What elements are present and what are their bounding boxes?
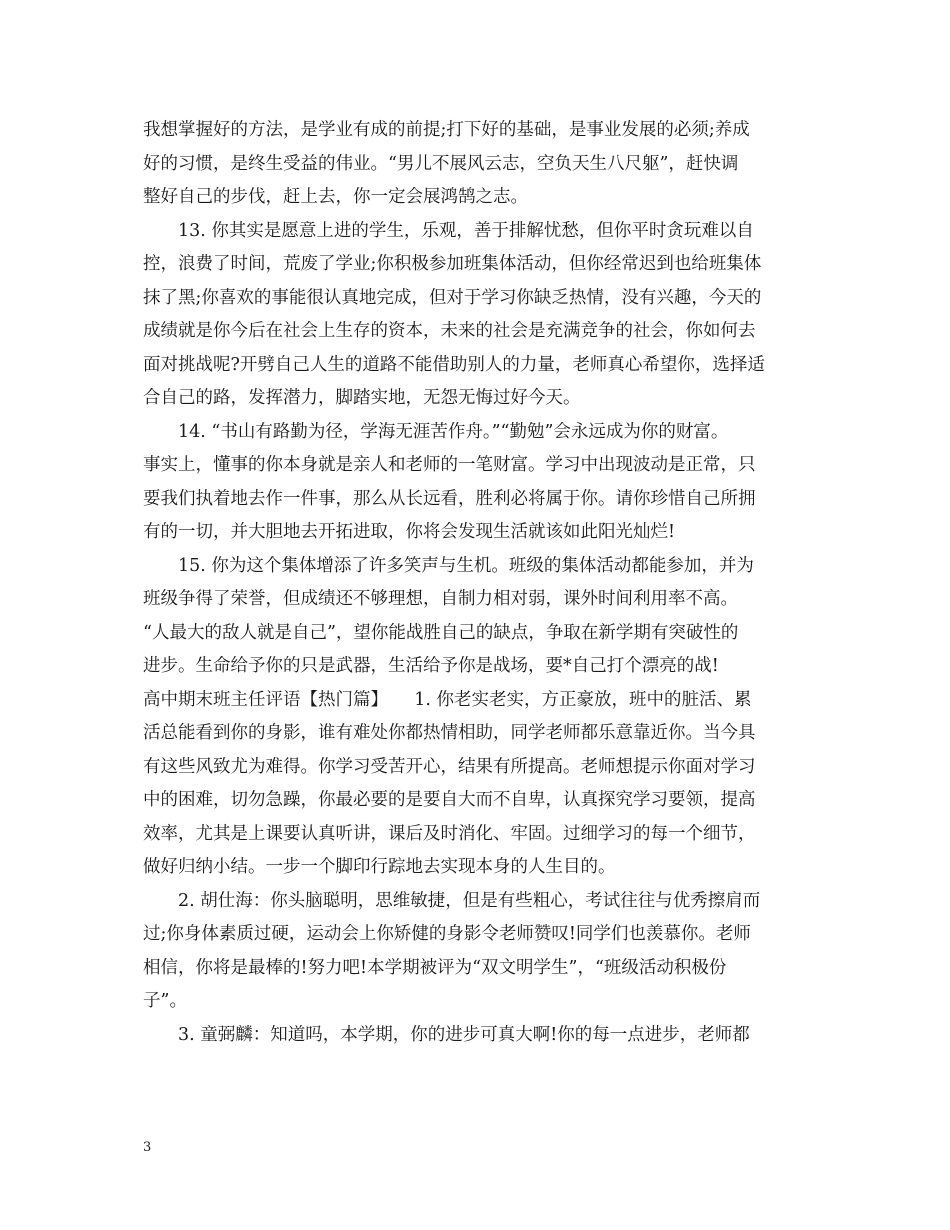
text-line: 有这些风致尤为难得。你学习受苦开心，结果有所提高。老师想提示你面对学习: [143, 756, 756, 777]
text-line: 效率，尤其是上课要认真听讲，课后及时消化、牢固。过细学习的每一个细节，: [143, 823, 756, 844]
text-line: 要我们执着地去作一件事，那么从长远看，胜利必将属于你。请你珍惜自己所拥: [143, 488, 756, 509]
text-line: 13. 你其实是愿意上进的学生，乐观，善于排解忧愁，但你平时贪玩难以自: [143, 220, 754, 241]
body-text: [143, 114, 823, 1052]
text-line: 整好自己的步伐，赶上去，你一定会展鸿鹄之志。: [143, 187, 528, 207]
text-line: “人最大的敌人就是自己”，望你能战胜自己的缺点，争取在新学期有突破性的: [143, 622, 739, 643]
text-line: 过;你身体素质过硬，运动会上你矫健的身影令老师赞叹!同学们也羡慕你。老师: [143, 924, 751, 944]
text-line: 14. “书山有路勤为径，学海无涯苦作舟。”“勤勉”会永远成为你的财富。: [143, 421, 729, 442]
text-line: 我想掌握好的方法，是学业有成的前提;打下好的基础，是事业发展的必须;养成: [143, 120, 750, 140]
text-line: 面对挑战呢?开劈自己人生的道路不能借助别人的力量，老师真心希望你，选择适: [143, 354, 765, 375]
text-line: 进步。生命给予你的只是武器，生活给予你是战场，要*自己打个漂亮的战!: [143, 656, 719, 676]
text-line: 活总能看到你的身影，谁有难处你都热情相助，同学老师都乐意靠近你。当今具: [143, 723, 756, 743]
text-line: 成绩就是你今后在社会上生存的资本，未来的社会是充满竞争的社会，你如何去: [143, 321, 756, 341]
text-line: 事实上，懂事的你本身就是亲人和老师的一笔财富。学习中出现波动是正常，只: [143, 455, 756, 475]
text-line: 做好归纳小结。一步一个脚印行踪地去实现本身的人生目的。: [143, 857, 616, 877]
text-line: 控，浪费了时间，荒废了学业;你积极参加班集体活动，但你经常迟到也给班集体: [143, 254, 762, 274]
text-line: 中的困难，切勿急躁，你最必要的是要自大而不自卑，认真探究学习要领，提高: [143, 790, 756, 810]
text-line: 相信，你将是最棒的!努力吧!本学期被评为“双文明学生”，“班级活动积极份: [143, 957, 727, 978]
text-line: 有的一切，并大胆地去开拓进取，你将会发现生活就该如此阳光灿烂!: [143, 522, 676, 542]
text-line: 15. 你为这个集体增添了许多笑声与生机。班级的集体活动都能参加，并为: [143, 555, 754, 576]
text-line: 合自己的路，发挥潜力，脚踏实地，无怨无悔过好今天。: [143, 388, 581, 408]
page-number: 3: [143, 1140, 152, 1155]
text-line: 2. 胡仕海：你头脑聪明，思维敏捷，但是有些粗心，考试往往与优秀擦肩而: [143, 890, 761, 911]
text-line: 子”。: [143, 991, 187, 1011]
text-line: 3. 童弼麟：知道吗，本学期，你的进步可真大啊!你的每一点进步，老师都: [143, 1024, 750, 1045]
text-line: 班级争得了荣誉，但成绩还不够理想，自制力相对弱，课外时间利用率不高。: [143, 589, 738, 609]
text-line: 好的习惯，是终生受益的伟业。“男儿不展风云志，空负天生八尺躯”，赶快调: [143, 153, 739, 174]
section-heading-line: 高中期末班主任评语【热门篇】 1. 你老实老实，方正豪放，班中的脏活、累: [143, 689, 752, 710]
text-line: 抹了黑;你喜欢的事能很认真地完成，但对于学习你缺乏热情，没有兴趣，今天的: [143, 287, 762, 308]
